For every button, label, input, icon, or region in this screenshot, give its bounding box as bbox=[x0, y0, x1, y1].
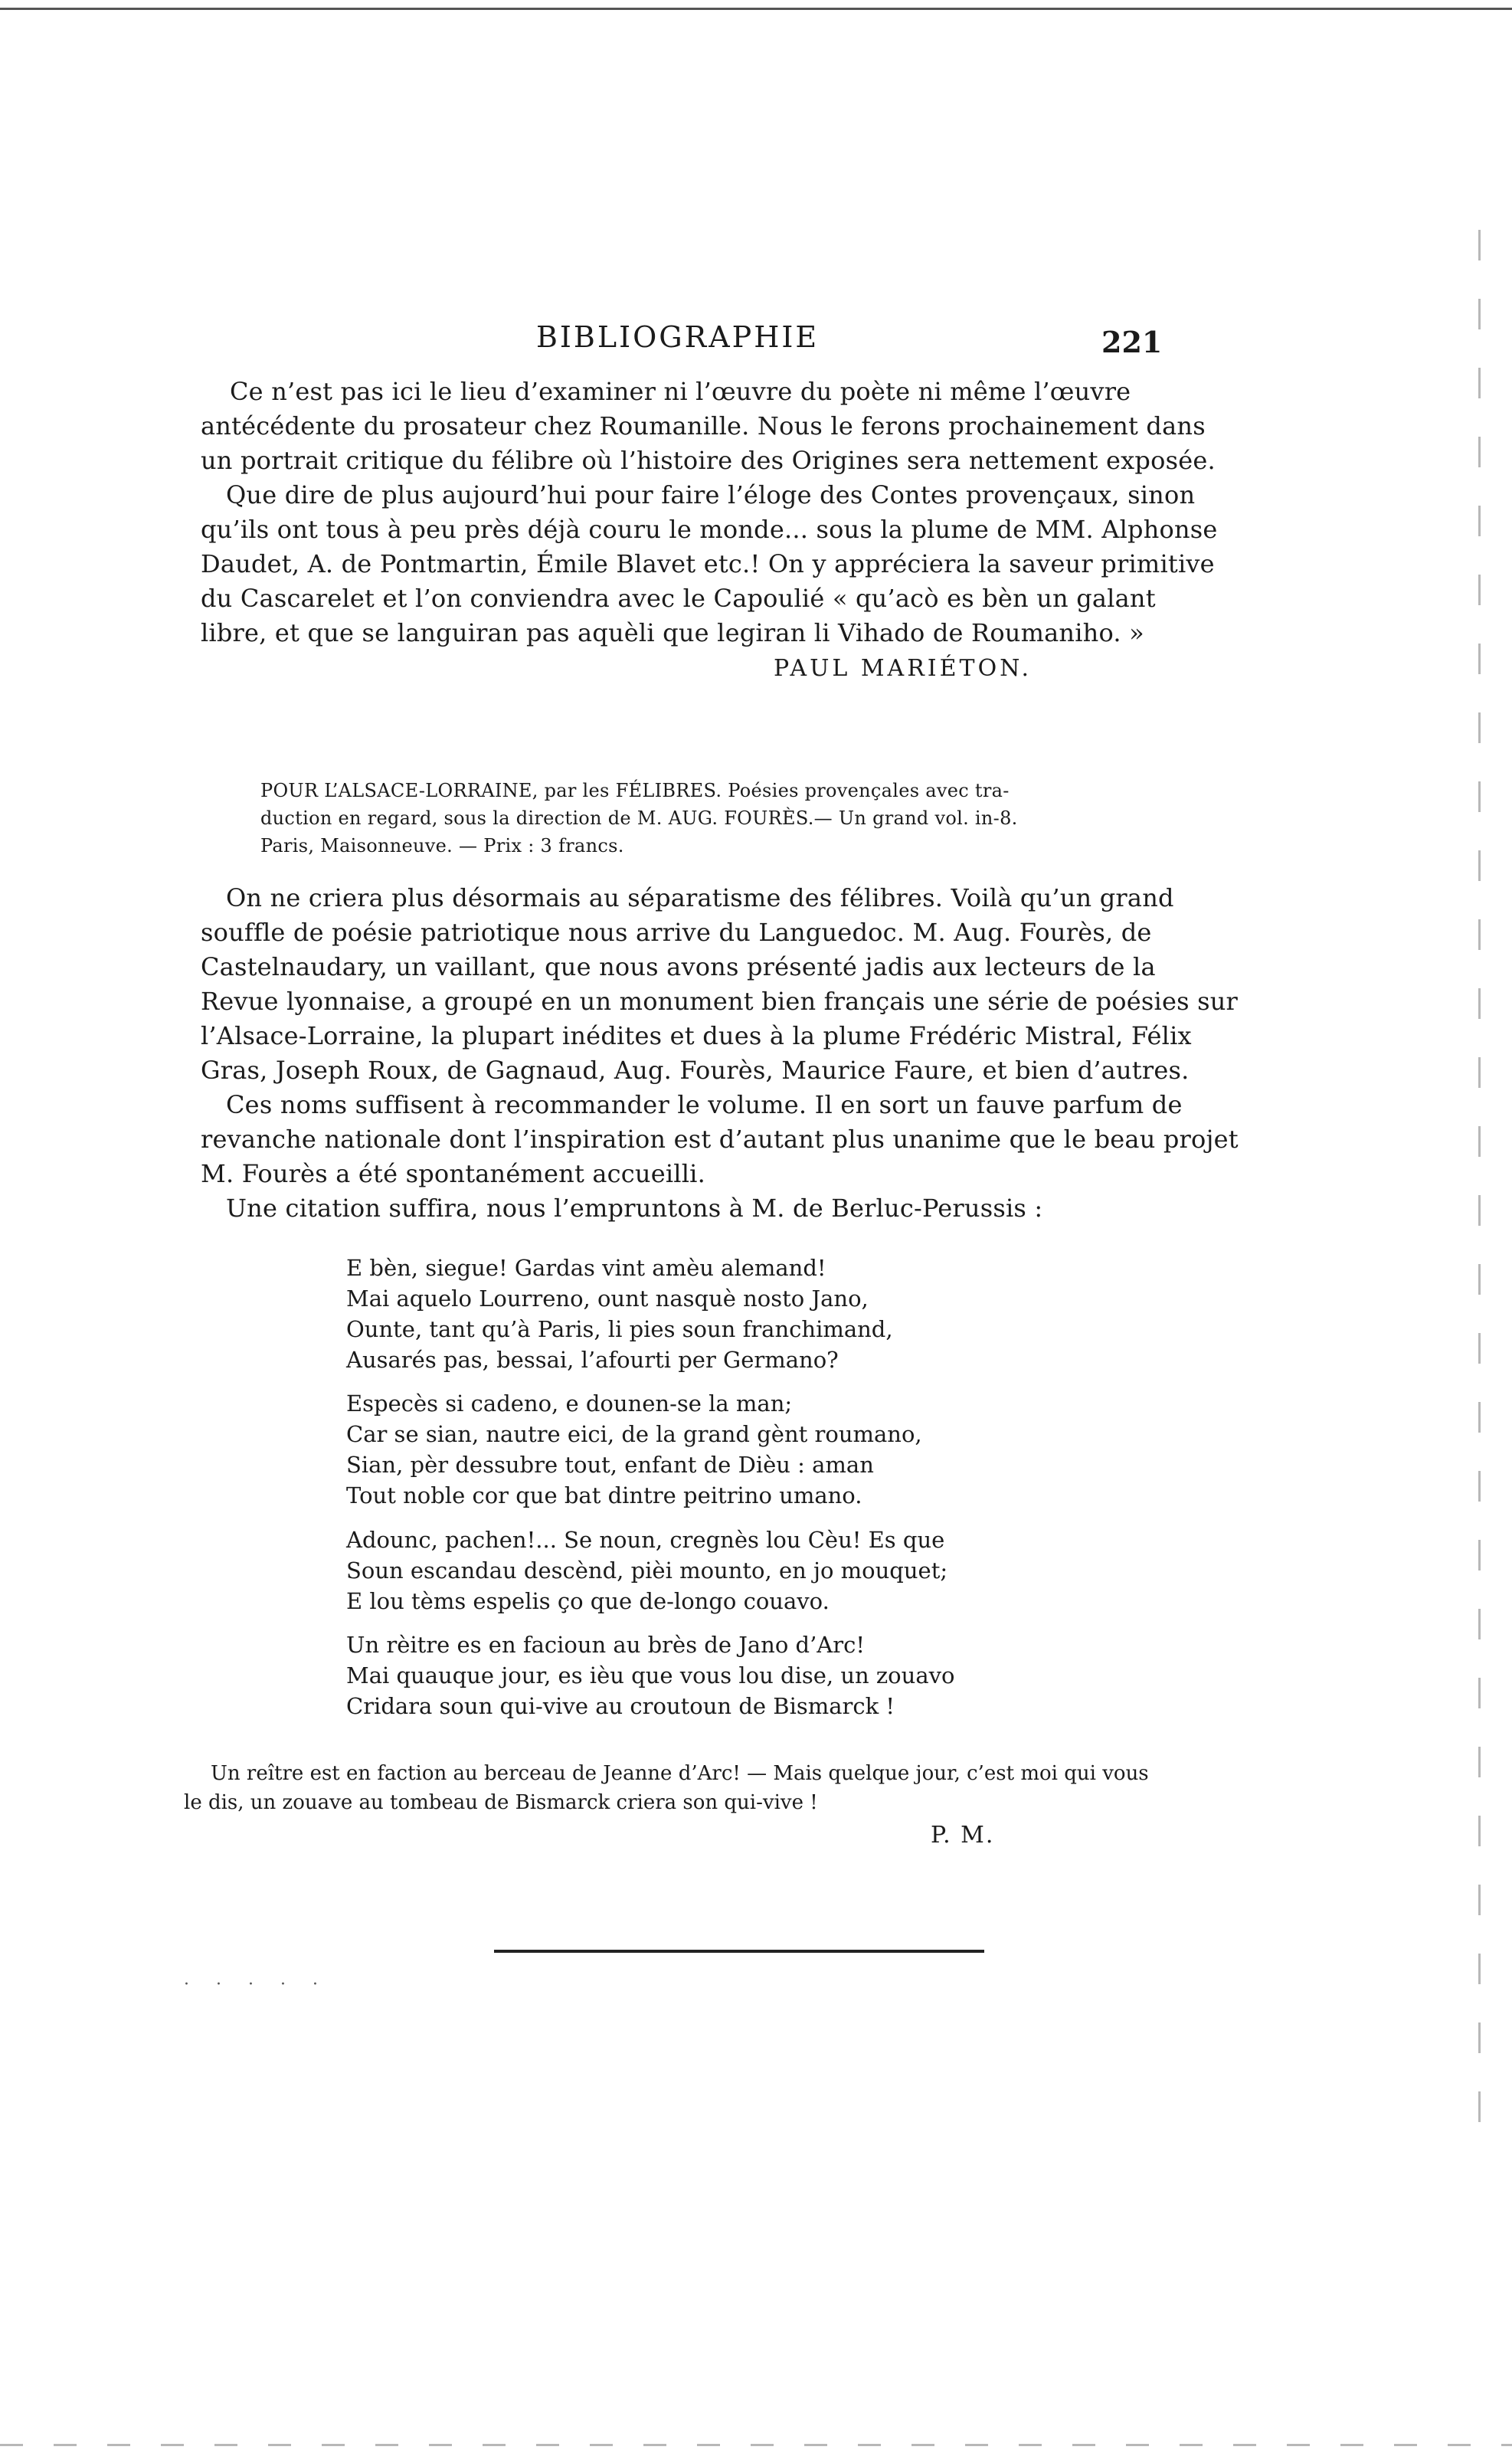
poem-line: Especès si cadeno, e dounen-se la man; bbox=[346, 1390, 793, 1417]
poem-line: Adounc, pachen!... Se noun, cregnès lou Cèu! Es que bbox=[346, 1527, 945, 1553]
signature-pm: P. M. bbox=[931, 1822, 995, 1849]
text-line: Daudet, A. de Pontmartin, Émile Blavet etc.! On y appréciera la saveur primitive bbox=[201, 549, 1215, 578]
poem-line: E bèn, siegue! Gardas vint amèu alemand! bbox=[346, 1255, 826, 1281]
text-line: Ces noms suffisent à recommander le volume. Il en sort un fauve parfum de bbox=[226, 1090, 1183, 1119]
poem-line: Mai aquelo Lourreno, ount nasquè nosto Jano, bbox=[346, 1286, 869, 1312]
text-line: Que dire de plus aujourd’hui pour faire l’éloge des Contes provençaux, sinon bbox=[226, 480, 1196, 509]
poem-line: E lou tèms espelis ço que de-longo couavo. bbox=[346, 1588, 830, 1614]
heading-line: Paris, Maisonneuve. — Prix : 3 francs. bbox=[260, 835, 624, 856]
print-specks: · · · · · bbox=[184, 1975, 329, 1994]
poem-line: Cridara soun qui-vive au croutoun de Bismarck ! bbox=[346, 1693, 895, 1719]
text-line: du Cascarelet et l’on conviendra avec le Capoulié « qu’acò es bèn un galant bbox=[201, 584, 1156, 613]
text-line: On ne criera plus désormais au séparatisme des félibres. Voilà qu’un grand bbox=[226, 883, 1174, 912]
text-line: l’Alsace-Lorraine, la plupart inédites et dues à la plume Frédéric Mistral, Félix bbox=[201, 1021, 1192, 1050]
closing-rule bbox=[494, 1950, 984, 1953]
page-number: 221 bbox=[1101, 325, 1163, 359]
text-line: Castelnaudary, un vaillant, que nous avons présenté jadis aux lecteurs de la bbox=[201, 952, 1156, 981]
signature-mariéton: PAUL MARIÉTON. bbox=[774, 655, 1033, 682]
text-line: M. Fourès a été spontanément accueilli. bbox=[201, 1159, 705, 1188]
text-line: souffle de poésie patriotique nous arrive du Languedoc. M. Aug. Fourès, de bbox=[201, 918, 1152, 947]
top-edge-rule bbox=[0, 8, 1512, 10]
poem-line: Un rèitre es en facioun au brès de Jano d’Arc! bbox=[346, 1632, 865, 1658]
poem-line: Ausarés pas, bessai, l’afourti per Germano? bbox=[346, 1347, 839, 1373]
text-line: Une citation suffira, nous l’empruntons à M. de Berluc-Perussis : bbox=[226, 1194, 1043, 1223]
text-line: Revue lyonnaise, a groupé en un monument bien français une série de poésies sur bbox=[201, 987, 1239, 1016]
text-line: Ce n’est pas ici le lieu d’examiner ni l’œuvre du poète ni même l’œuvre bbox=[230, 377, 1131, 406]
text-line: libre, et que se languiran pas aquèli que legiran li Vihado de Roumaniho. » bbox=[201, 618, 1144, 647]
heading-line: POUR L’ALSACE-LORRAINE, par les FÉLIBRES. Poésies provençales avec tra- bbox=[260, 780, 1010, 801]
poem-line: Tout noble cor que bat dintre peitrino umano. bbox=[346, 1482, 862, 1508]
bottom-edge-marks bbox=[0, 2444, 1512, 2446]
text-line: qu’ils ont tous à peu près déjà couru le monde... sous la plume de MM. Alphonse bbox=[201, 515, 1218, 544]
heading-line: duction en regard, sous la direction de M. AUG. FOURÈS.— Un grand vol. in-8. bbox=[260, 807, 1018, 829]
text-line: antécédente du prosateur chez Roumanille. Nous le ferons prochainement dans bbox=[201, 411, 1206, 441]
text-line: Gras, Joseph Roux, de Gagnaud, Aug. Fourès, Maurice Faure, et bien d’autres. bbox=[201, 1056, 1190, 1085]
text-line: revanche nationale dont l’inspiration est d’autant plus unanime que le beau projet bbox=[201, 1125, 1239, 1154]
poem-line: Soun escandau descènd, pièi mounto, en jo mouquet; bbox=[346, 1557, 948, 1584]
footnote-line: le dis, un zouave au tombeau de Bismarck criera son qui-vive ! bbox=[184, 1791, 818, 1814]
footnote-line: Un reître est en faction au berceau de Jeanne d’Arc! — Mais quelque jour, c’est moi qui vous bbox=[211, 1762, 1149, 1785]
right-edge-marks bbox=[1478, 230, 1481, 2145]
poem-line: Ounte, tant qu’à Paris, li pies soun franchimand, bbox=[346, 1316, 893, 1342]
poem-line: Car se sian, nautre eici, de la grand gènt roumano, bbox=[346, 1421, 922, 1447]
text-line: un portrait critique du félibre où l’histoire des Origines sera nettement exposée. bbox=[201, 446, 1216, 475]
poem-line: Mai quauque jour, es ièu que vous lou dise, un zouavo bbox=[346, 1662, 955, 1688]
running-head: BIBLIOGRAPHIE bbox=[536, 320, 820, 354]
poem-line: Sian, pèr dessubre tout, enfant de Dièu : aman bbox=[346, 1452, 874, 1478]
